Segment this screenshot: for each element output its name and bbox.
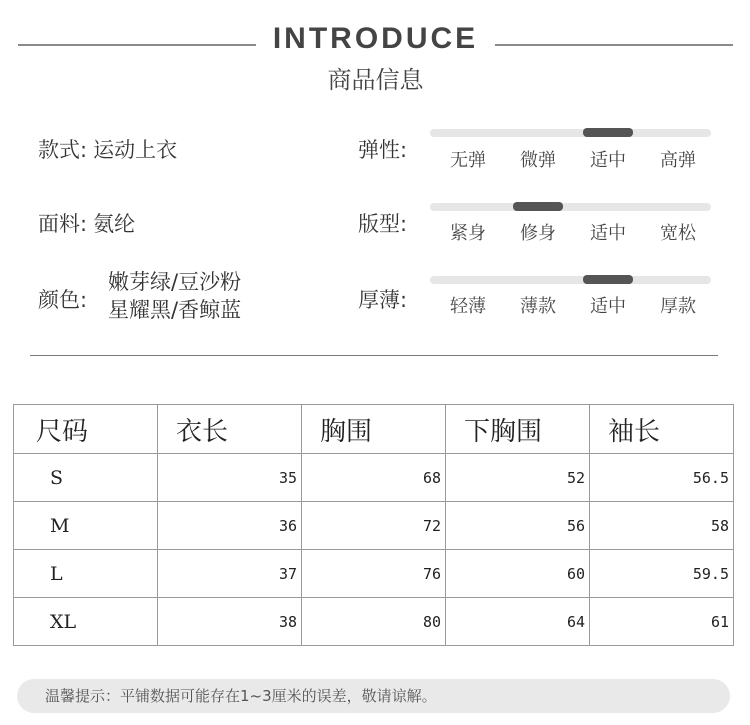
header-sleeve: 袖长	[590, 405, 734, 454]
attr-color-label: 颜色:	[38, 288, 88, 312]
header-line-left	[18, 44, 256, 46]
attr-fabric-label: 面料:	[38, 212, 88, 236]
scale-elasticity-options	[430, 146, 711, 170]
scale-thickness-track	[430, 276, 711, 284]
length-cell: 35	[158, 454, 302, 502]
table-row	[14, 454, 734, 502]
scale-fit-track	[430, 203, 711, 211]
bust-cell: 76	[302, 550, 446, 598]
bust-cell: 80	[302, 598, 446, 646]
attr-fabric-value: 氨纶	[93, 212, 136, 236]
scale-thickness-option: 适中	[590, 296, 626, 317]
sleeve-cell: 58	[590, 502, 734, 550]
scale-fit-option: 宽松	[660, 223, 696, 244]
scale-fit-thumb	[513, 202, 563, 211]
page-title-cn: 商品信息	[327, 66, 424, 94]
underbust-cell: 56	[446, 502, 590, 550]
scale-fit-option: 适中	[590, 223, 626, 244]
scale-thickness-option: 轻薄	[450, 296, 486, 317]
attr-style	[38, 134, 177, 164]
sleeve-cell: 56.5	[590, 454, 734, 502]
attr-color-value-1: 嫩芽绿/豆沙粉	[108, 270, 242, 294]
length-cell: 36	[158, 502, 302, 550]
underbust-cell: 60	[446, 550, 590, 598]
notice-banner: 温馨提示：平铺数据可能存在1~3厘米的误差，敬请谅解。	[17, 679, 730, 713]
header-length: 衣长	[158, 405, 302, 454]
header-bust: 胸围	[302, 405, 446, 454]
header-underbust: 下胸围	[446, 405, 590, 454]
size-cell: L	[14, 550, 158, 598]
scale-fit-option: 紧身	[450, 223, 486, 244]
bust-cell: 68	[302, 454, 446, 502]
scale-elasticity-label: 弹性:	[358, 138, 408, 162]
scale-fit-option: 修身	[520, 223, 556, 244]
underbust-cell: 52	[446, 454, 590, 502]
size-cell: XL	[14, 598, 158, 646]
bust-cell: 72	[302, 502, 446, 550]
size-cell: S	[14, 454, 158, 502]
attr-fabric	[38, 208, 135, 238]
scale-thickness-option: 厚款	[660, 296, 696, 317]
section-divider	[30, 355, 718, 356]
underbust-cell: 64	[446, 598, 590, 646]
attr-style-value: 运动上衣	[93, 138, 178, 162]
sleeve-cell: 59.5	[590, 550, 734, 598]
size-cell: M	[14, 502, 158, 550]
length-cell: 38	[158, 598, 302, 646]
sleeve-cell: 61	[590, 598, 734, 646]
scale-elasticity-option: 高弹	[660, 150, 696, 171]
header-line-right	[495, 44, 733, 46]
scale-elasticity-track	[430, 129, 711, 137]
page-title-en: INTRODUCE	[272, 22, 479, 55]
size-table-header-row	[14, 405, 734, 454]
header-size: 尺码	[14, 405, 158, 454]
table-row	[14, 598, 734, 646]
scale-thickness-options	[430, 292, 711, 316]
size-table	[13, 404, 734, 646]
scale-fit-options	[430, 219, 711, 243]
table-row	[14, 502, 734, 550]
scale-elasticity-option: 适中	[590, 150, 626, 171]
scale-thickness-option: 薄款	[520, 296, 556, 317]
scale-thickness-thumb	[583, 275, 633, 284]
attr-color-value-2: 星耀黑/香鲸蓝	[108, 298, 242, 322]
attr-style-label: 款式:	[38, 138, 88, 162]
scale-fit-label: 版型:	[358, 212, 408, 236]
scale-thickness-label: 厚薄:	[358, 288, 408, 312]
scale-elasticity-thumb	[583, 128, 633, 137]
table-row	[14, 550, 734, 598]
scale-elasticity-option: 微弹	[520, 150, 556, 171]
length-cell: 37	[158, 550, 302, 598]
scale-elasticity-option: 无弹	[450, 150, 486, 171]
